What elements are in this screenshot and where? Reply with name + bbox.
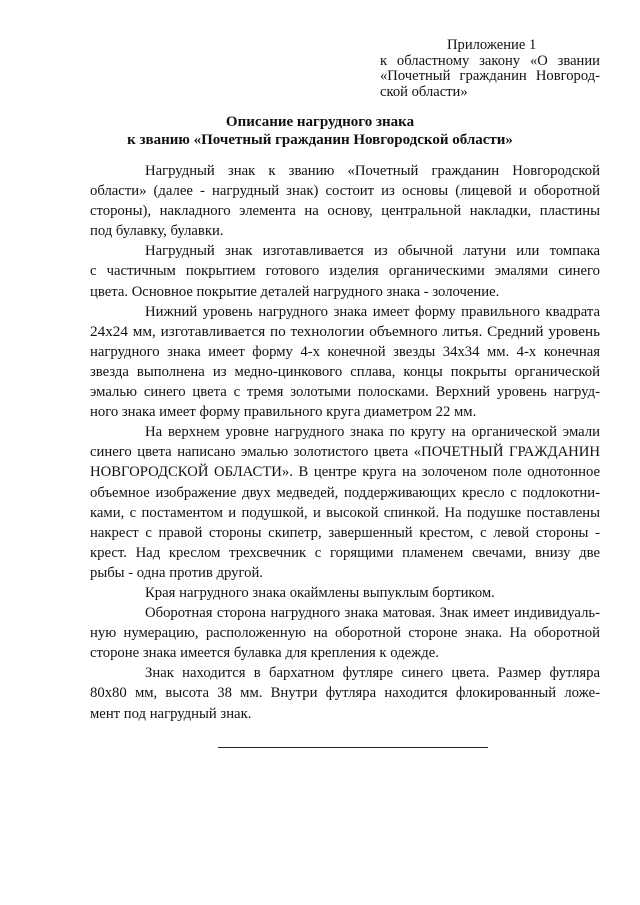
paragraph-line: Нижний уровень нагрудного знака имеет форму правильного квадрата xyxy=(145,303,600,320)
paragraph-line: с частичным покрытием готового изделия органическими эмалями синего xyxy=(90,263,600,280)
paragraph-line: ную нумерацию, расположенную на оборотной стороне знака. На оборотной xyxy=(90,625,600,642)
end-rule xyxy=(218,747,488,748)
paragraph-line: ками, с постаментом и подушкой, и высокой спинкой. На подушке поставлены xyxy=(90,504,600,521)
paragraph-line: области» (далее - нагрудный знак) состоит из основы (лицевой и оборотной xyxy=(90,183,600,200)
paragraph-line: На верхнем уровне нагрудного знака по кругу на органической эмали xyxy=(145,424,600,441)
paragraph-line: Нагрудный знак к званию «Почетный гражданин Новгородской xyxy=(145,163,600,179)
document-title: Описание нагрудного знака xyxy=(225,114,415,130)
paragraph-line: звезда выполнена из медно-цинкового сплава, концы покрыты органической xyxy=(90,363,600,380)
appendix-law-line: к областному закону «О звании xyxy=(380,52,600,69)
paragraph-line: мент под нагрудный знак. xyxy=(90,705,252,722)
paragraph-line: Знак находится в бархатном футляре синего цвета. Размер футляра xyxy=(145,665,600,682)
paragraph-line: цвета. Основное покрытие деталей нагрудного знака - золочение. xyxy=(90,283,500,300)
document-subtitle: к званию «Почетный гражданин Новгородской области» xyxy=(127,132,513,148)
paragraph-line: под булавку, булавки. xyxy=(90,223,224,240)
appendix-block xyxy=(380,38,600,100)
paragraph-line: объемное изображение двух медведей, поддерживающих кресло с подлокотни- xyxy=(90,484,600,501)
paragraph-line: Края нагрудного знака окаймлены выпуклым бортиком. xyxy=(145,584,495,601)
paragraph-line: эмалью синего цвета с тремя золотыми полосками. Верхний уровень нагруд- xyxy=(90,384,600,401)
paragraph-line: крест. Над креслом трехсвечник с горящими пламенем свечами, внизу две xyxy=(90,544,600,561)
paragraph-line: НОВГОРОДСКОЙ ОБЛАСТИ». В центре круга на золоченом поле однотонное xyxy=(90,464,600,481)
paragraph-line: синего цвета написано эмалью золотистого цвета «ПОЧЕТНЫЙ ГРАЖДАНИН xyxy=(90,444,600,461)
paragraph-line: 24x24 мм, изготавливается по технологии объемного литья. Средний уровень xyxy=(90,322,600,340)
appendix-title-line: «Почетный гражданин Новгород- xyxy=(380,68,600,84)
paragraph-line: 80x80 мм, высота 38 мм. Внутри футляра находится флокированный ложе- xyxy=(90,685,600,702)
paragraph-line: рыбы - одна против другой. xyxy=(90,564,263,581)
document-body xyxy=(90,161,600,724)
appendix-number: Приложение 1 xyxy=(447,37,537,53)
paragraph-line: накрест с правой стороны скипетр, завершенный крестом, с левой стороны - xyxy=(90,524,600,541)
paragraph-line: стороны), накладного элемента на основу, центральной накладки, пластины xyxy=(90,203,600,220)
paragraph-line: стороне знака имеется булавка для крепления к одежде. xyxy=(90,645,439,662)
paragraph-line: Нагрудный знак изготавливается из обычной латуни или томпака xyxy=(145,243,600,260)
paragraph-line: Оборотная сторона нагрудного знака матовая. Знак имеет индивидуаль- xyxy=(145,605,600,622)
appendix-title-end: ской области» xyxy=(380,83,468,100)
paragraph-line: нагрудного знака имеет форму 4-х конечной звезды 34x34 мм. 4-х конечная xyxy=(90,343,600,360)
paragraph-line: ного знака имеет форму правильного круга диаметром 22 мм. xyxy=(90,404,477,421)
